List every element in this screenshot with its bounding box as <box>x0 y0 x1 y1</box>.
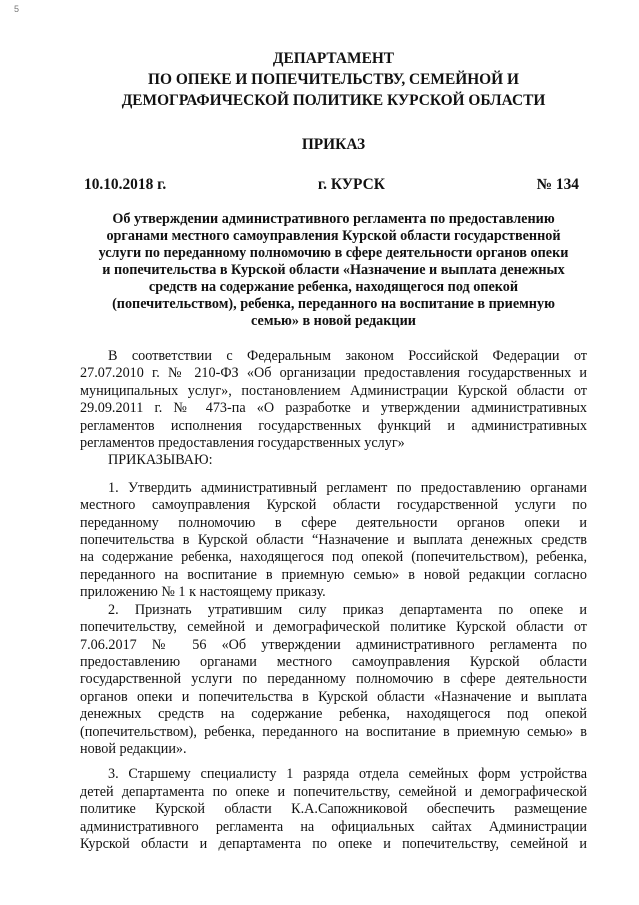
text-line: государственной услуги по переданному полномочию в сфере деятельности <box>80 671 587 688</box>
text-line: 29.09.2011 г. № 473-па «О разработке и утверждении административных <box>80 400 587 417</box>
text-line: новой редакции». <box>80 740 187 757</box>
text-line: политике Курской области К.А.Сапожниковой обеспечить размещение <box>80 801 587 818</box>
order-number: № 134 <box>536 176 579 193</box>
order-meta <box>80 175 587 195</box>
text-line: Курской области и департамента по опеке и попечительству, семейной и <box>80 835 587 852</box>
text-line: денежных средств на содержание ребенка, находящегося под опекой <box>80 706 587 723</box>
department-line: ДЕПАРТАМЕНТ <box>272 50 395 67</box>
subject-line: Об утверждении административного регламента по предоставлению <box>112 211 555 227</box>
department-line: ПО ОПЕКЕ И ПОПЕЧИТЕЛЬСТВУ, СЕМЕЙНОЙ И <box>148 71 519 88</box>
subject-line: и попечительства в Курской области «Назначение и выплата денежных <box>102 262 565 278</box>
text-line: (попечительством), ребенка, переданного на воспитание в приемную семью» в <box>80 723 587 740</box>
item-3 <box>80 766 587 853</box>
department-name <box>80 0 587 111</box>
preamble <box>80 348 587 452</box>
order-city: г. КУРСК <box>317 176 385 193</box>
text-line: на содержание ребенка, находящегося под опекой (попечительством), ребенка, <box>80 549 587 566</box>
text-line: детей департамента по опеке и попечительству, семейной и демографической <box>80 783 587 800</box>
text-line: органов опеки и попечительства в Курской области «Назначение и выплата <box>80 688 587 705</box>
text-line: переданного на воспитание в приемную семью» в новой редакции согласно <box>80 566 587 583</box>
item-2 <box>80 602 587 759</box>
text-line: административного регламента на официальных сайтах Администрации <box>80 818 587 835</box>
text-line: 3. Старшему специалисту 1 разряда отдела семейных форм устройства <box>108 766 587 783</box>
command-word: ПРИКАЗЫВАЮ: <box>108 452 213 469</box>
text-line: 1. Утвердить административный регламент по предоставлению органами <box>108 479 587 496</box>
subject-line: семью» в новой редакции <box>251 313 416 329</box>
corner-mark: 5 <box>14 4 20 14</box>
text-line: регламентов предоставления государственных услуг» <box>80 435 405 452</box>
document-type: ПРИКАЗ <box>301 136 366 153</box>
text-line: 7.06.2017 № 56 «Об утверждении административного регламента по <box>80 636 587 653</box>
subject-line: услуги по переданному полномочию в сфере деятельности органов опеки <box>98 245 569 261</box>
order-subject <box>80 211 587 330</box>
text-line: местного самоуправления Курской области государственной услуги по <box>80 497 587 514</box>
text-line: В соответствии с Федеральным законом Российской Федерации от <box>108 348 587 364</box>
subject-line: органами местного самоуправления Курской области государственной <box>106 228 561 244</box>
text-line: муниципальных услуг», постановлением Администрации Курской области от <box>80 382 587 399</box>
text-line: приложению № 1 к настоящему приказу. <box>80 584 326 601</box>
item-1 <box>80 480 587 602</box>
text-line: попечительства в Курской области “Назначение и выплата денежных средств <box>80 532 587 549</box>
subject-line: (попечительством), ребенка, переданного на воспитание в приемную <box>112 296 555 312</box>
text-line: попечительству, семейной и демографической политике Курской области от <box>80 619 587 636</box>
text-line: 27.07.2010 г. № 210-ФЗ «Об организации предоставления государственных и <box>80 365 587 382</box>
order-date: 10.10.2018 г. <box>84 176 167 193</box>
text-line: регламентов исполнения государственных функций и административных <box>80 417 587 434</box>
subject-line: средств на содержание ребенка, находящегося под опекой <box>148 279 519 295</box>
text-line: переданному полномочию в сфере деятельности органов опеки и <box>80 514 587 531</box>
order-body <box>80 348 587 853</box>
department-line: ДЕМОГРАФИЧЕСКОЙ ПОЛИТИКЕ КУРСКОЙ ОБЛАСТИ <box>121 92 546 109</box>
text-line: предоставлению органами местного самоуправления Курской области <box>80 653 587 670</box>
text-line: 2. Признать утратившим силу приказ департамента по опеке и <box>108 601 587 618</box>
